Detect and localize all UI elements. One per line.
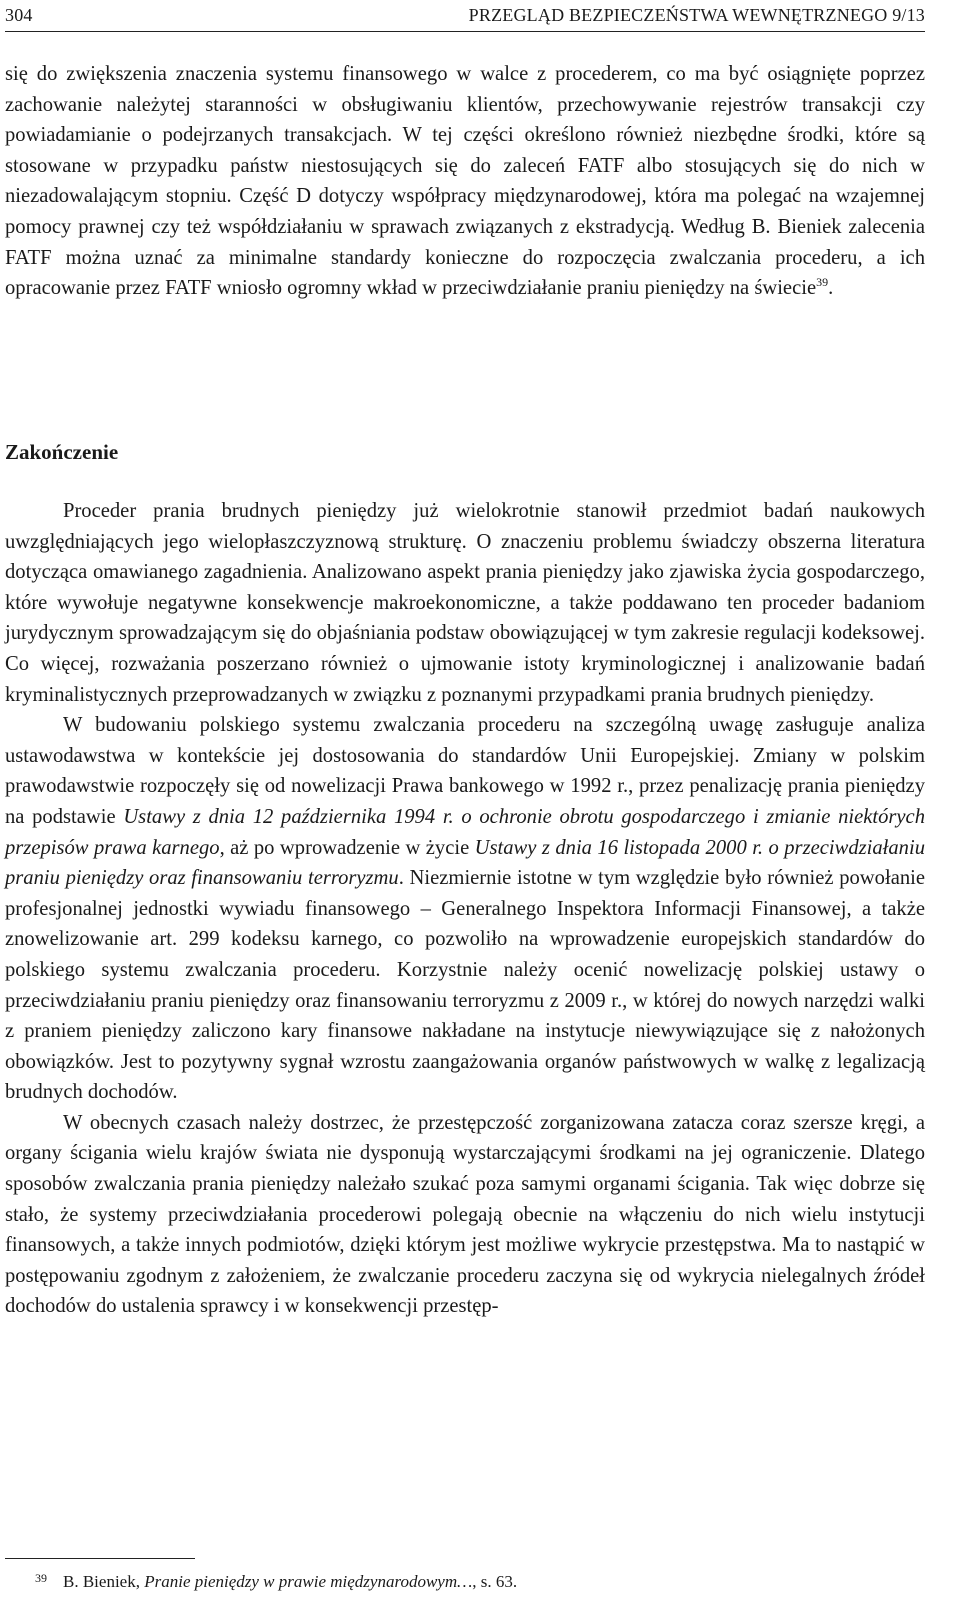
intro-text: się do zwiększenia znaczenia systemu finansowego w walce z procederem, co ma być osiągnięte poprzez zachowanie należytej staranności w obsługiwaniu klientów, przechowywanie rejestrów transakcji czy powiadamianie o podejrzanych transakcjach. W tej części określono również niezbędne środki, które są stosowane w przypadku państw niestosujących się do zaleceń FATF albo stosujących się do nich w niezadowalającym stopniu. Część D dotyczy współpracy międzynarodowej, która ma polegać na wzajemnej pomocy prawnej czy też współdziałaniu w sprawach związanych z ekstradycją. Według B. Bieniek zalecenia FATF można uznać za minimalne standardy konieczne do rozpoczęcia zwalczania procederu, a ich opracowanie przez FATF wniosło ogromny wkład w przeciwdziałanie praniu pieniędzy na świecie (5, 63, 925, 300)
footnote-pages: , s. 63. (472, 1572, 518, 1591)
footnote-rule (5, 1558, 195, 1559)
conclusion-paragraph-3: W obecnych czasach należy dostrzec, że przestępczość zorganizowana zatacza coraz szersze kręgi, a organy ścigania wielu krajów świata nie dysponują wystarczającymi środkami na jej ograniczenie. Dlatego sposobów zwalczania prania pieniędzy należało szukać poza samymi organami ścigania. Tak więc dobrze się stało, że systemy przeciwdziałania procederowi polegają obecnie na włączeniu do nich wielu instytucji finansowych, a także innych podmiotów, dzięki którym jest możliwe wykrycie przestępstwa. Ma to nastąpić w postępowaniu zgodnym z założeniem, że zwalczanie procederu zaczyna się od wykrycia nielegalnych źródeł dochodów do ustalenia sprawcy i w konsekwencji przestęp- (5, 1111, 925, 1318)
header-rule (5, 31, 925, 32)
intro-end: . (828, 277, 834, 300)
act-title-1994: Ustawy z dnia 12 października 1994 r. o ochronie obrotu gospodarczego i zmianie niektórych przepisów prawa karnego (5, 805, 925, 859)
section-heading: Zakończenie (5, 440, 119, 464)
footnote-author: B. Bieniek, (63, 1572, 145, 1591)
paragraph-2-text-c: . Niezmiernie istotne w tym względzie było również powołanie profesjonalnej jednostki wywiadu finansowego – Generalnego Inspektora Informacji Finansowej, a także znowelizowanie art. 299 kodeksu karnego, co pozwoliło na wprowadzenie europejskich standardów do polskiego systemu zwalczania procederu. Korzystnie należy ocenić nowelizację polskiej ustawy o przeciwdziałaniu praniu pieniędzy oraz finansowaniu terroryzmu z 2009 r., w której do nowych narzędzi walki z praniem pieniędzy zaliczono kary finansowe nakładane na instytucje niewywiązujące się z nałożonych obowiązków. Jest to pozytywny sygnał wzrostu zaangażowania organów państwowych w walkę z legalizacją brudnych dochodów. (5, 867, 925, 1104)
act-title-2000: Ustawy z dnia 16 listopada 2000 r. o przeciwdziałaniu praniu pieniędzy oraz finansowaniu terroryzmu (5, 836, 925, 890)
conclusion-section (5, 496, 925, 1322)
paragraph-2-text-b: , aż po wprowadzenie w życie (219, 836, 475, 859)
footnote-number: 39 (35, 1571, 47, 1585)
conclusion-paragraph-1: Proceder prania brudnych pieniędzy już wielokrotnie stanowił przedmiot badań naukowych uwzględniających jego wielopłaszczyznową strukturę. O znaczeniu problemu świadczy obszerna literatura dotycząca omawianego zagadnienia. Analizowano aspekt prania pieniędzy jako zjawiska życia gospodarczego, które wywołuje negatywne konsekwencje makroekonomiczne, a także poddawano ten proceder badaniom jurydycznym sprowadzającym się do objaśniania podstaw obowiązującej w tym zakresie regulacji kodeksowej. Co więcej, rozważania poszerzano również o ujmowanie istoty kryminologicznej i analizowanie badań kryminalistycznych przeprowadzanych w związku z poznanymi przypadkami prania brudnych pieniędzy. (5, 500, 925, 706)
footnote-text (63, 1570, 517, 1594)
running-head: PRZEGLĄD BEZPIECZEŃSTWA WEWNĘTRZNEGO 9/13 (468, 5, 925, 25)
intro-paragraph (5, 59, 925, 304)
footnote-reference[interactable]: 39 (816, 275, 829, 290)
intro-paragraph-block (5, 59, 925, 304)
paragraph-2-text-a: W budowaniu polskiego systemu zwalczania procederu na szczególną uwagę zasługuje analiza ustawodawstwa w kontekście jej dostosowania do standardów Unii Europejskiej. Zmiany w polskim prawodawstwie rozpoczęły się od nowelizacji Prawa bankowego w 1992 r., przez penalizację prania pieniędzy na podstawie (5, 714, 925, 828)
conclusion-paragraph-2 (5, 710, 925, 1108)
page-header (5, 4, 925, 28)
document-page (5, 0, 925, 1623)
page-number: 304 (5, 5, 33, 25)
footnote-title: Pranie pieniędzy w prawie międzynarodowym… (144, 1572, 473, 1591)
